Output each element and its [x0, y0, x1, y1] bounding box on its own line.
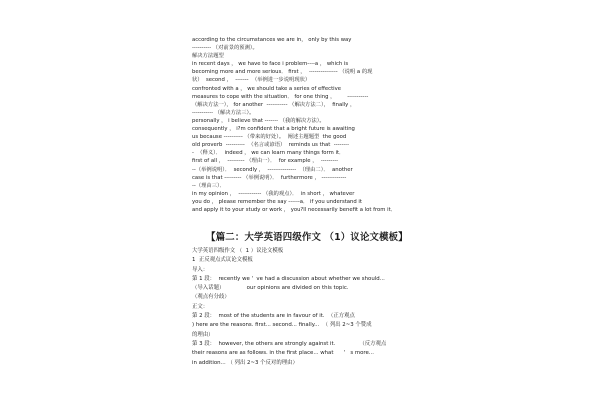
text-line: 正文： [192, 303, 209, 310]
text-line: 1 正反观点式议论文模板 [192, 257, 253, 264]
text-line: measures to cope with the situation． for one thing ， ----------- [192, 93, 369, 100]
text-line: 状） second ， ------- （举例进一步说明现状） [192, 77, 311, 84]
text-line: you do ， please remember the say ------a． if you understand it [192, 198, 362, 205]
text-line: according to the circumstances we are in， only by this way [192, 37, 352, 43]
text-line: in my opinion ， ------------ （我的观点）． in short ， whatever [192, 190, 355, 197]
text-line: 第 1 段： recently we ' ve had a discussion about whether we should... [192, 275, 385, 282]
text-line: ----------- （解决方法三）。 [192, 109, 255, 116]
text-line: consequently ， i?m confident that a bright future is awaiting [192, 126, 355, 133]
text-line: （导入话题） our opinions are divided on this topic. [192, 285, 349, 292]
text-line: case is that --------- （举例说明）． furthermore ， ------------- [192, 174, 347, 181]
text-line: --（举例说明）． secondly ， --------------- （理由二）． another [192, 166, 353, 173]
text-line: 导入： [192, 266, 209, 273]
text-line: their reasons are as follows. in the first place... what ' s more... [192, 350, 374, 357]
text-line: （解决方法一）， for another ----------- （解决方法二）， finally ， [192, 101, 356, 108]
text-line: first of all ， --------- （理由一）． for example ， --------- [192, 158, 339, 165]
text-line: 的理由） [192, 331, 214, 338]
text-line: 解决方法题型 [192, 53, 224, 60]
text-line: （观点有分歧） [192, 294, 230, 301]
text-line: in addition... （ 列出 2~3 个反对的理由） [192, 359, 298, 366]
essay-template-lines [192, 36, 444, 214]
text-line: --（理由三）． [192, 182, 225, 189]
text-line: personally ， i believe that ------- （我的解决方法）。 [192, 117, 325, 124]
text-line: ---------- （对前景的预测）。 [192, 45, 258, 52]
text-line: 第 2 段： most of the students are in favour of it. （正方观点 [192, 313, 355, 320]
text-line: - （释义）． indeed ， we can learn many things form it． [192, 150, 345, 157]
text-line: confronted with a ， we should take a series of effective [192, 85, 342, 92]
text-line: ) here are the reasons. first... second... finally... （ 列出 2~3 个赞成 [192, 322, 372, 329]
text-line: old proverb ---------- （名言或谚语） reminds us that -------- [192, 142, 349, 149]
section-heading: 【篇二：大学英语四级作文 （1）议论文模板】 [206, 232, 408, 243]
text-line: 第 3 段： however, the others are strongly against it. （反方观点 [192, 340, 387, 347]
text-line: and apply it to your study or work ， you?ll necessarily benefit a lot from it． [192, 206, 396, 213]
text-line: becoming more and more serious． first ， --------------- （说明 a 的现 [192, 69, 373, 76]
text-line: in recent days ， we have to face i problem----a ， which is [192, 61, 349, 68]
text-line: 大学英语四级作文 （ 1 ）议论文模板 [192, 248, 284, 254]
argumentative-template-lines [192, 247, 444, 368]
text-line: us because ---------- （带来的好处）。 阐述主题题型 the good [192, 134, 347, 141]
